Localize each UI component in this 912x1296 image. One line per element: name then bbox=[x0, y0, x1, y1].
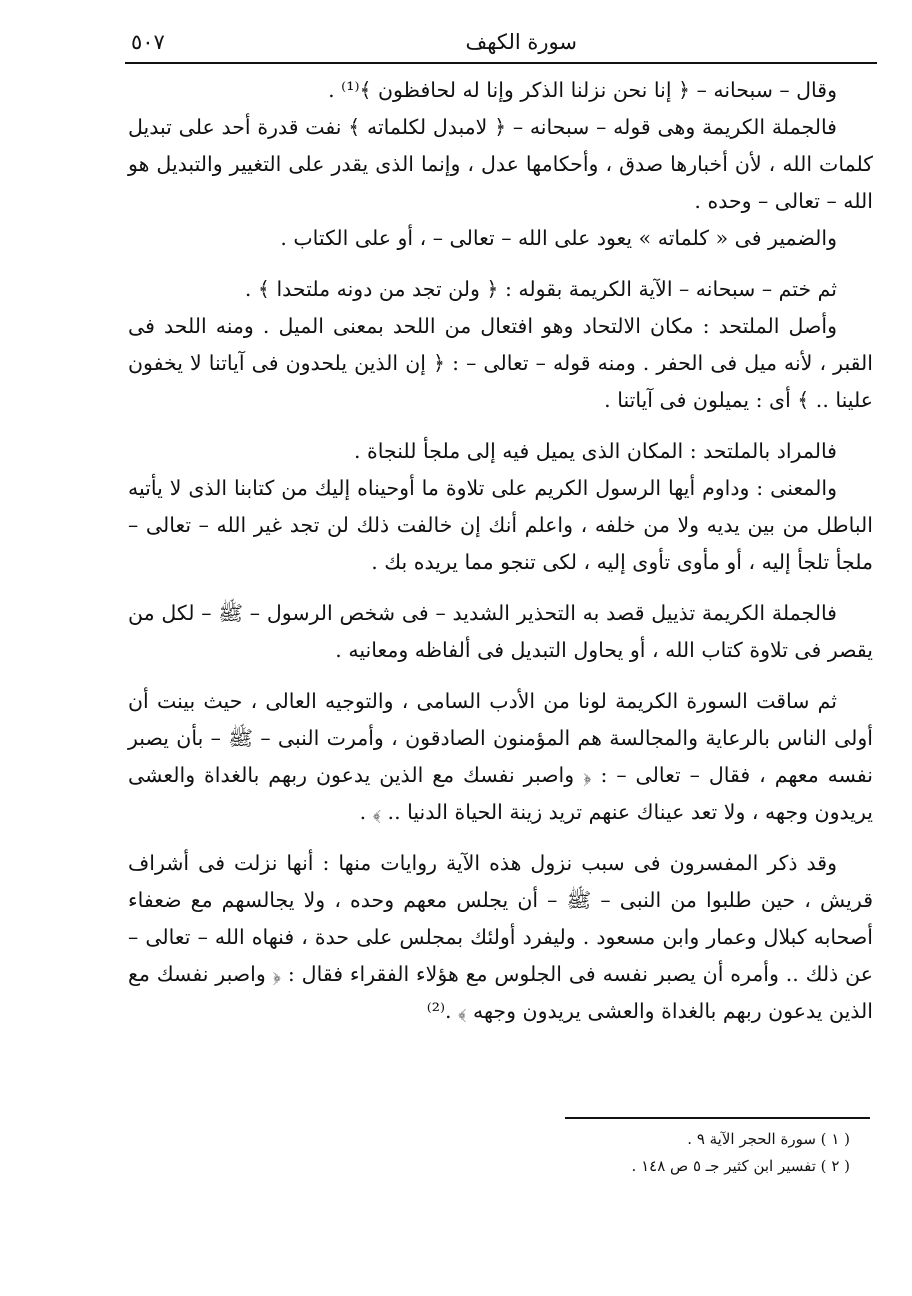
paragraph: والضمير فى « كلماته » يعود على الله – تعالى – ، أو على الكتاب . bbox=[280, 226, 837, 250]
footnote: ( ٢ ) تفسير ابن كثير جـ ٥ ص ١٤٨ . bbox=[631, 1157, 850, 1175]
running-header bbox=[125, 22, 877, 62]
footnote: ( ١ ) سورة الحجر الآية ٩ . bbox=[687, 1130, 850, 1148]
footnote-rule bbox=[565, 1117, 870, 1119]
surah-title: سورة الكهف bbox=[465, 30, 577, 54]
main-text bbox=[128, 72, 873, 1030]
paragraph: ثم ساقت السورة الكريمة لونا من الأدب السامى ، والتوجيه العالى ، حيث بينت أن أولى الناس بالرعاية والمجالسة هم المؤمنون الصادقون ، وأمرت النبى – ﷺ – بأن يصبر نفسه معهم ، فقال – تعالى – : ﴿ واصبر نفسك مع الذين يدعون ربهم بالغداة والعشى يريدون وجهه ، ولا تعد عيناك عنهم تريد زينة الحياة الدنيا .. ﴾ . bbox=[128, 689, 873, 824]
paragraph: وأصل الملتحد : مكان الالتحاد وهو افتعال من اللحد بمعنى الميل . ومنه اللحد فى القبر ، لأنه ميل فى الحفر . ومنه قوله – تعالى – : ﴿ إن الذين يلحدون فى آياتنا لا يخفون علينا .. ﴾ أى : يميلون فى آياتنا . bbox=[128, 314, 873, 412]
paragraph: وقال – سبحانه – ﴿ إنا نحن نزلنا الذكر وإنا له لحافظون ﴾⁽¹⁾ . bbox=[328, 78, 837, 102]
footnotes bbox=[140, 1126, 860, 1180]
paragraph: وقد ذكر المفسرون فى سبب نزول هذه الآية روايات منها : أنها نزلت فى أشراف قريش ، حين طلبوا من النبى – ﷺ – أن يجلس معهم وحده ، ولا يجالسهم مع ضعفاء أصحابه كبلال وعمار وابن مسعود . وليفرد أولئك بمجلس على حدة ، فنهاه الله – تعالى – عن ذلك .. وأمره أن يصبر نفسه فى الجلوس مع هؤلاء الفقراء فقال : ﴿ واصبر نفسك مع الذين يدعون ربهم بالغداة والعشى يريدون وجهه ﴾ .⁽²⁾ bbox=[128, 851, 873, 1023]
paragraph: ثم ختم – سبحانه – الآية الكريمة بقوله : ﴿ ولن تجد من دونه ملتحدا ﴾ . bbox=[244, 277, 837, 301]
paragraph: فالجملة الكريمة وهى قوله – سبحانه – ﴿ لامبدل لكلماته ﴾ نفت قدرة أحد على تبديل كلمات الله ، لأن أخبارها صدق ، وأحكامها عدل ، وإنما الذى يقدر على التغيير والتبديل هو الله – تعالى – وحده . bbox=[128, 115, 873, 213]
paragraph: فالمراد بالملتحد : المكان الذى يميل فيه إلى ملجأ للنجاة . bbox=[353, 439, 837, 463]
paragraph: فالجملة الكريمة تذييل قصد به التحذير الشديد – فى شخص الرسول – ﷺ – لكل من يقصر فى تلاوة كتاب الله ، أو يحاول التبديل فى ألفاظه ومعانيه . bbox=[128, 601, 873, 662]
paragraph: والمعنى : وداوم أيها الرسول الكريم على تلاوة ما أوحيناه إليك من كتابنا الذى لا يأتيه الباطل من بين يديه ولا من خلفه ، واعلم أنك إن خالفت ذلك لن تجد غير الله – تعالى – ملجأ تلجأ إليه ، أو مأوى تأوى إليه ، لكى تنجو مما يريده بك . bbox=[128, 476, 873, 574]
header-rule bbox=[125, 62, 877, 64]
page-number: ٥٠٧ bbox=[131, 30, 165, 54]
